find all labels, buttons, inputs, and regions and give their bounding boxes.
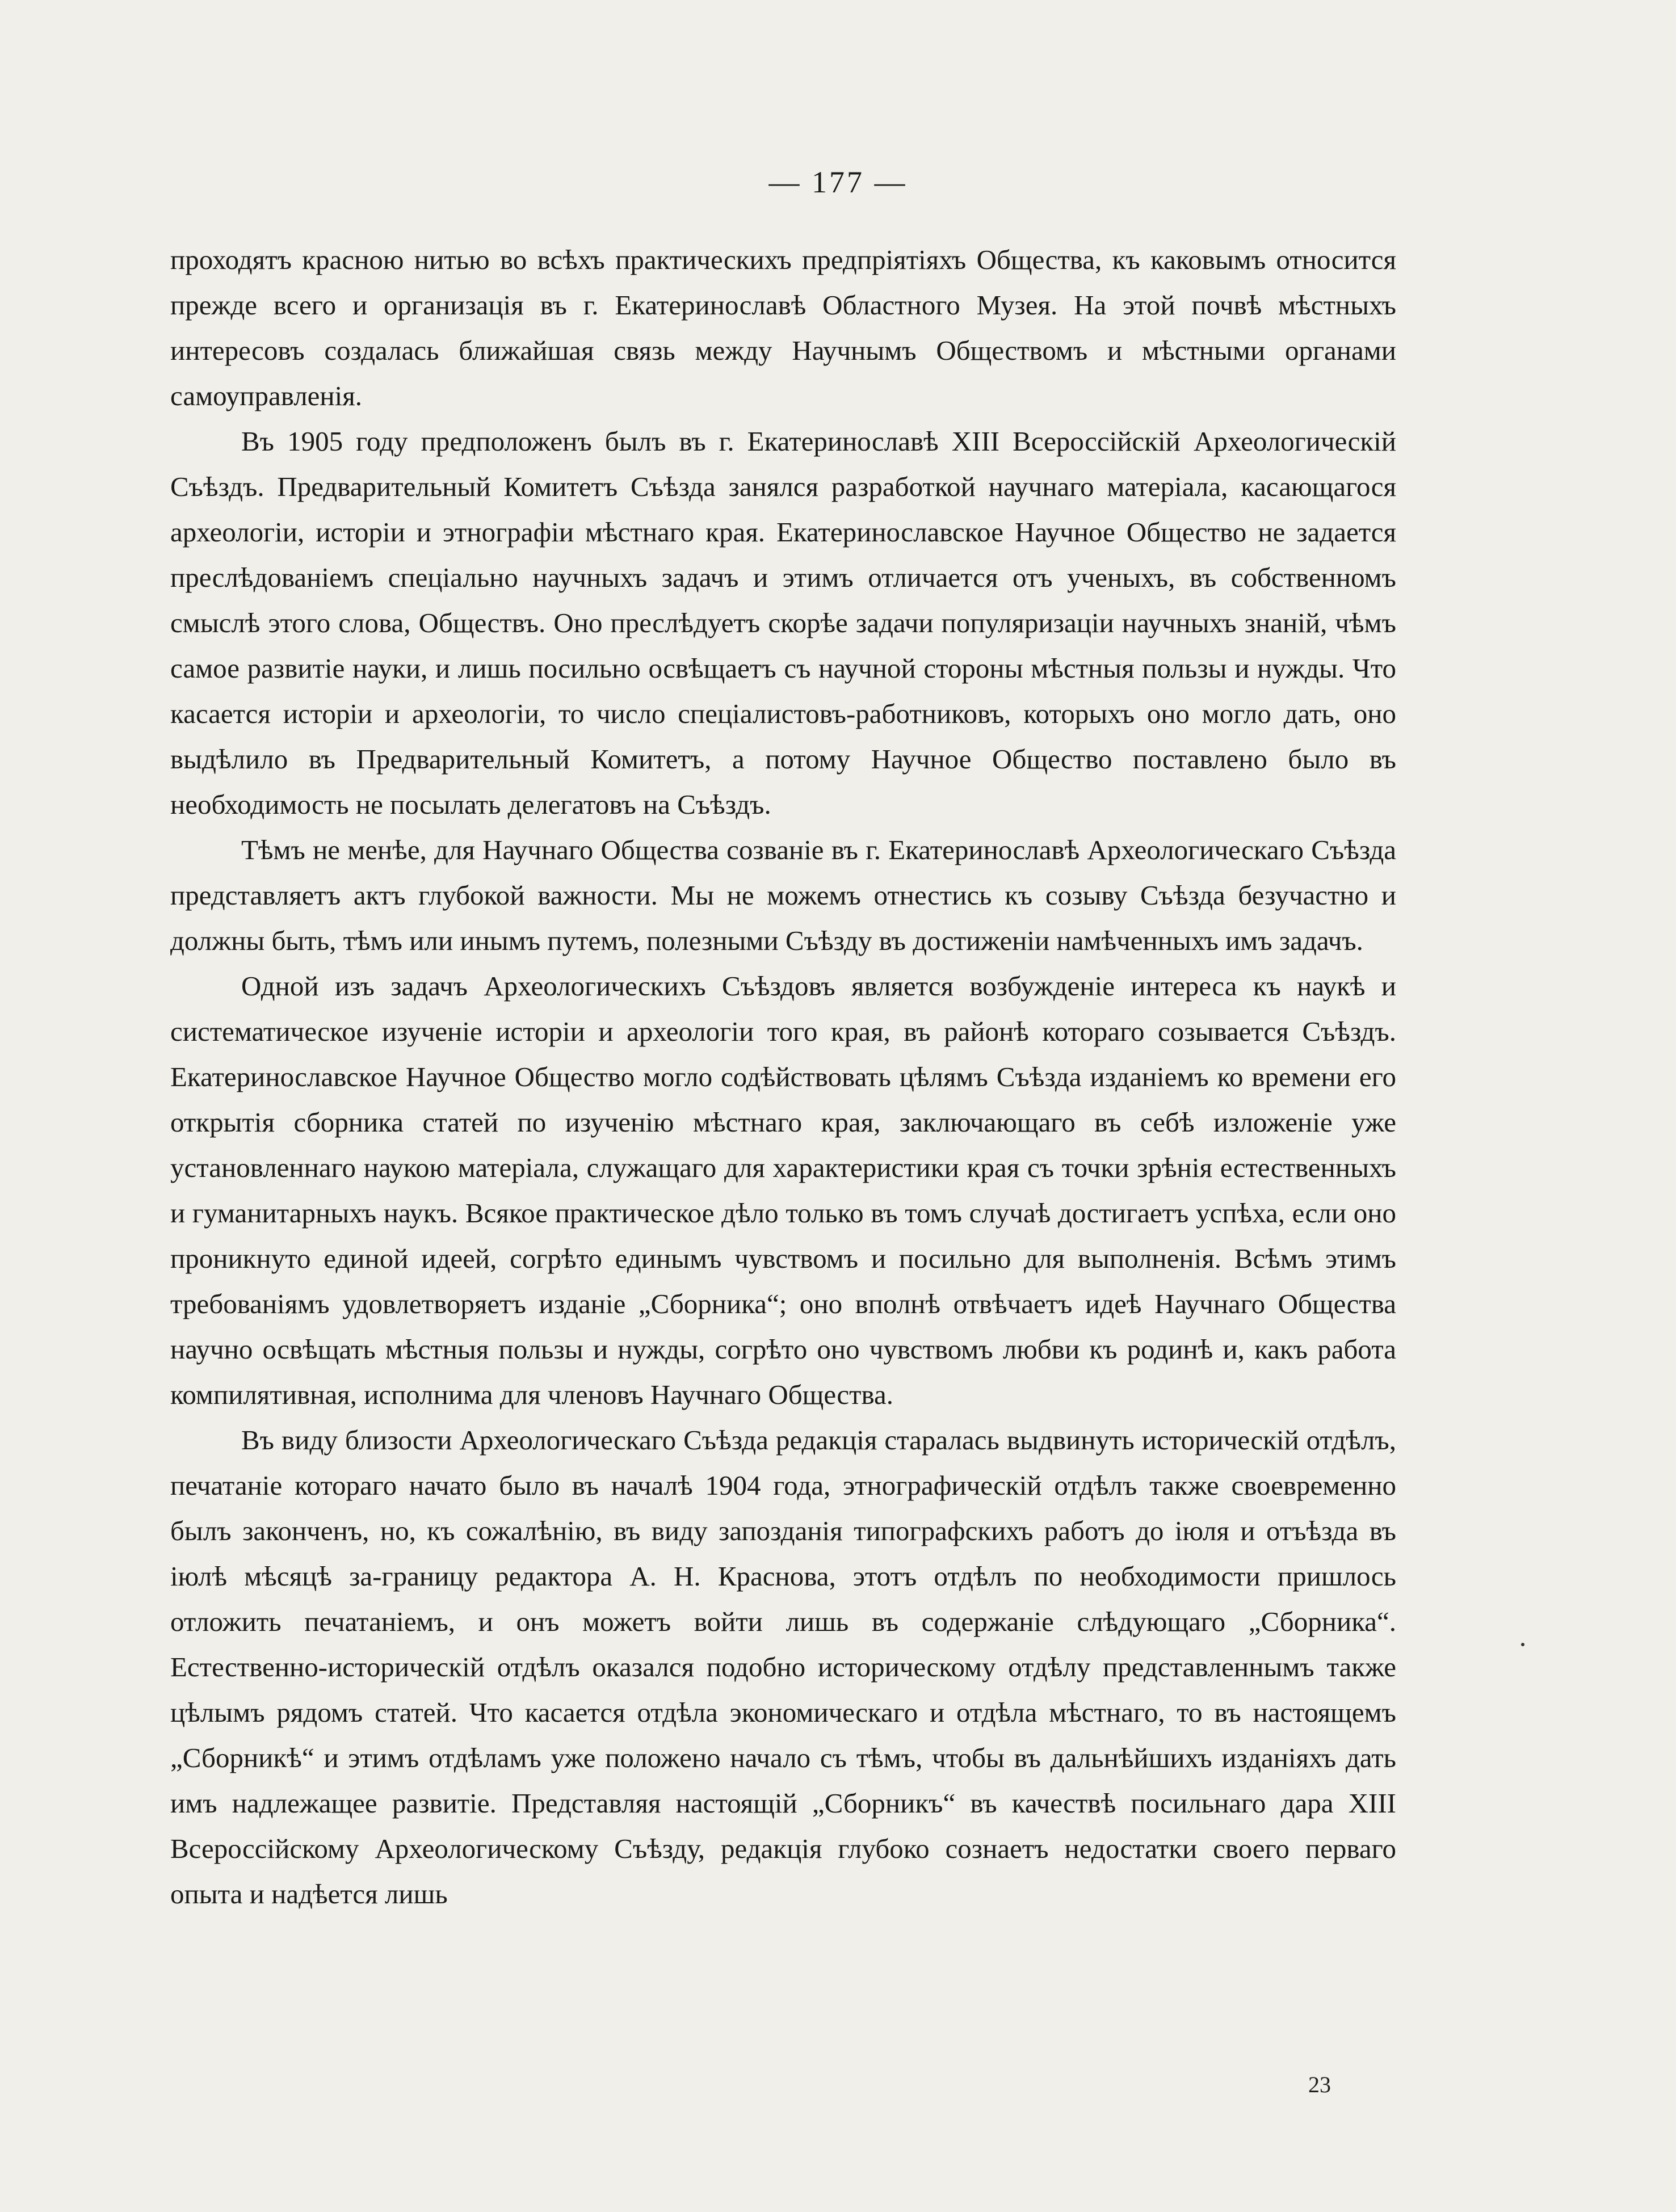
page-number: — 177 — xyxy=(768,165,908,199)
paragraph: проходятъ красною нитью во всѣхъ практическихъ предпріятіяхъ Общества, къ каковымъ относится прежде всего и организація въ г. Екатеринославѣ Областного Музея. На этой почвѣ мѣстныхъ интересовъ создалась ближайшая связь между Научнымъ Обществомъ и мѣстными органами самоуправленія. xyxy=(170,244,1396,411)
ink-speck xyxy=(1521,1643,1524,1646)
paragraph: Одной изъ задачъ Археологическихъ Съѣздовъ является возбужденіе интереса къ наукѣ и систематическое изученіе исторіи и археологіи того края, въ районѣ котораго созывается Съѣздъ. Екатеринославское Научное Общество могло содѣйствовать цѣлямъ Съѣзда изданіемъ ко времени его открытія сборника статей по изученію мѣстнаго края, заключающаго въ себѣ изложеніе уже установленнаго наукою матеріала, служащаго для характеристики края съ точки зрѣнія естественныхъ и гуманитарныхъ наукъ. Всякое практическое дѣло только въ томъ случаѣ достигаетъ успѣха, если оно проникнуто единой идеей, согрѣто единымъ чувствомъ и посильно для выполненія. Всѣмъ этимъ требованіямъ удовлетворяетъ изданіе „Сборника“; оно вполнѣ отвѣчаетъ идеѣ Научнаго Общества научно освѣщать мѣстныя пользы и нужды, согрѣто оно чувствомъ любви къ родинѣ и, какъ работа компилятивная, исполнима для членовъ Научнаго Общества. xyxy=(170,970,1396,1410)
paragraph: Тѣмъ не менѣе, для Научнаго Общества созваніе въ г. Екатеринославѣ Археологическаго Съѣзда представляетъ актъ глубокой важности. Мы не можемъ отнестись къ созыву Съѣзда безучастно и должны быть, тѣмъ или инымъ путемъ, полезными Съѣзду въ достиженіи намѣченныхъ имъ задачъ. xyxy=(170,834,1396,956)
signature-mark: 23 xyxy=(1308,2072,1331,2097)
paragraph: Въ виду близости Археологическаго Съѣзда редакція старалась выдвинуть историческій отдѣлъ, печатаніе котораго начато было въ началѣ 1904 года, этнографическій отдѣлъ также своевременно былъ законченъ, но, къ сожалѣнію, въ виду запозданія типографскихъ работъ до іюля и отъѣзда въ іюлѣ мѣсяцѣ за-границу редактора А. Н. Краснова, этотъ отдѣлъ по необходимости пришлось отложить печатаніемъ, и онъ можетъ войти лишь въ содержаніе слѣдующаго „Сборника“. Естественно-историческій отдѣлъ оказался подобно историческому отдѣлу представленнымъ также цѣлымъ рядомъ статей. Что касается отдѣла экономическаго и отдѣла мѣстнаго, то въ настоящемъ „Сборникѣ“ и этимъ отдѣламъ уже положено начало съ тѣмъ, чтобы въ дальнѣйшихъ изданіяхъ дать имъ надлежащее развитіе. Представляя настоящій „Сборникъ“ въ качествѣ посильнаго дара XIII Всероссійскому Археологическому Съѣзду, редакція глубоко сознаетъ недостатки своего перваго опыта и надѣется лишь xyxy=(170,1424,1396,1910)
paragraph: Въ 1905 году предположенъ былъ въ г. Екатеринославѣ XIII Всероссійскій Археологическій Съѣздъ. Предварительный Комитетъ Съѣзда занялся разработкой научнаго матеріала, касающагося археологіи, исторіи и этнографіи мѣстнаго края. Екатеринославское Научное Общество не задается преслѣдованіемъ спеціально научныхъ задачъ и этимъ отличается отъ ученыхъ, въ собственномъ смыслѣ этого слова, Обществъ. Оно преслѣдуетъ скорѣе задачи популяризаціи научныхъ знаній, чѣмъ самое развитіе науки, и лишь посильно освѣщаетъ съ научной стороны мѣстныя пользы и нужды. Что касается исторіи и археологіи, то число спеціалистовъ-работниковъ, которыхъ оно могло дать, оно выдѣлило въ Предварительный Комитетъ, а потому Научное Общество поставлено было въ необходимость не посылать делегатовъ на Съѣздъ. xyxy=(170,426,1396,820)
body-text xyxy=(170,237,1396,1917)
